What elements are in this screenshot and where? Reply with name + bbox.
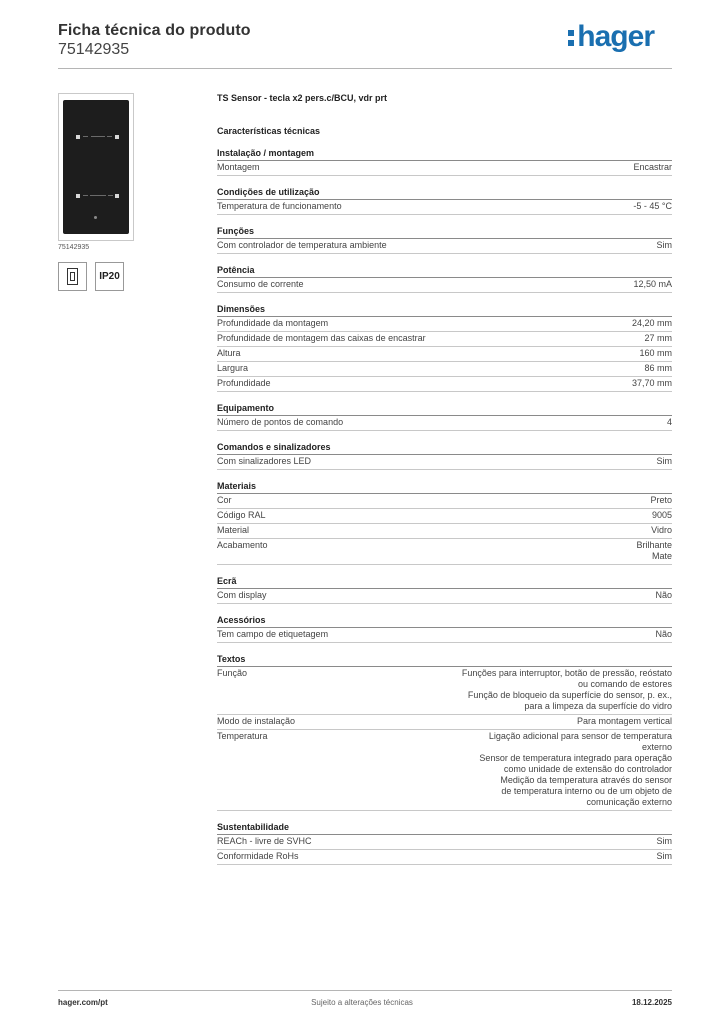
spec-value-line: Sim [656, 836, 672, 846]
spec-label: Número de pontos de comando [217, 417, 344, 427]
spec-value-line: 9005 [651, 510, 672, 520]
device-label-mark [91, 136, 105, 137]
logo-text: hager [577, 20, 654, 53]
spec-value-line: Ligação adicional para sensor de temperatura [488, 731, 672, 741]
spec-row [217, 524, 672, 539]
spec-value-line: Encastrar [633, 162, 672, 172]
spec-value-line: Sim [656, 240, 672, 250]
spec-value-line: Sim [656, 456, 672, 466]
spec-row [217, 161, 672, 176]
spec-value [577, 716, 672, 727]
device-picture [63, 100, 129, 234]
spec-row [217, 362, 672, 377]
spec-label: Profundidade de montagem das caixas de encastrar [217, 333, 426, 343]
spec-value [479, 731, 672, 808]
product-name: TS Sensor - tecla x2 pers.c/BCU, vdr prt [217, 93, 388, 103]
spec-row [217, 455, 672, 470]
spec-row [217, 494, 672, 509]
spec-value [657, 836, 673, 847]
led-indicator-icon [94, 216, 97, 219]
spec-section [217, 653, 672, 811]
spec-value [639, 348, 672, 359]
spec-value-line: Brilhante [636, 540, 672, 550]
spec-section [217, 303, 672, 392]
spec-value [651, 525, 672, 536]
spec-row [217, 332, 672, 347]
spec-section [217, 225, 672, 254]
spec-row [217, 377, 672, 392]
button-marker-icon [76, 194, 80, 198]
spec-label: Acabamento [217, 540, 268, 550]
section-title: Instalação / montagem [217, 147, 672, 161]
spec-value [632, 378, 672, 389]
spec-row [217, 835, 672, 850]
tech-spec-heading: Características técnicas [217, 126, 321, 136]
spec-value-line: externo [641, 742, 672, 752]
spec-value-line: de temperatura interno ou de um objeto de [501, 786, 672, 796]
spec-value-line: 24,20 mm [631, 318, 672, 328]
flush-mount-icon [58, 262, 87, 291]
spec-row [217, 416, 672, 431]
section-title: Materiais [217, 480, 672, 494]
spec-label: Material [217, 525, 250, 535]
spec-value-line: como unidade de extensão do controlador [503, 764, 672, 774]
device-label-mark [90, 195, 106, 196]
spec-label: Temperatura de funcionamento [217, 201, 342, 211]
spec-value [657, 851, 673, 862]
spec-row [217, 347, 672, 362]
spec-label: Temperatura [217, 731, 268, 741]
spec-value-line: Não [655, 629, 672, 639]
device-text-mark [83, 136, 88, 137]
spec-value-line: Vidro [651, 525, 672, 535]
spec-section [217, 441, 672, 470]
spec-value-line: Mate [651, 551, 672, 561]
button-marker-icon [76, 135, 80, 139]
spec-value-line: 27 mm [644, 333, 672, 343]
section-title: Acessórios [217, 614, 672, 628]
spec-value [632, 318, 672, 329]
spec-label: Modo de instalação [217, 716, 296, 726]
page-title: Ficha técnica do produto [58, 22, 251, 39]
spec-sections [217, 147, 672, 865]
spec-section [217, 614, 672, 643]
spec-value [644, 363, 672, 374]
spec-row [217, 239, 672, 254]
spec-row [217, 628, 672, 643]
spec-value [633, 279, 672, 290]
spec-value [644, 333, 672, 344]
section-title: Comandos e sinalizadores [217, 441, 672, 455]
spec-value [655, 629, 672, 640]
spec-value [636, 540, 672, 562]
spec-label: Com sinalizadores LED [217, 456, 312, 466]
spec-value [655, 590, 672, 601]
product-image [58, 93, 134, 241]
spec-value-line: Funções para interruptor, botão de pressão, reóstato [461, 668, 672, 678]
section-title: Condições de utilização [217, 186, 672, 200]
spec-value-line: Não [655, 590, 672, 600]
page-header [58, 20, 672, 70]
button-marker-icon [115, 135, 119, 139]
device-text-mark [108, 195, 113, 196]
spec-section [217, 575, 672, 604]
spec-section [217, 821, 672, 865]
spec-value [462, 668, 672, 712]
section-title: Textos [217, 653, 672, 667]
spec-label: Com display [217, 590, 267, 600]
spec-value-line: -5 - 45 °C [633, 201, 672, 211]
header-divider [58, 68, 672, 69]
spec-value [633, 201, 672, 212]
spec-value [667, 417, 672, 428]
section-title: Ecrã [217, 575, 672, 589]
spec-row [217, 730, 672, 811]
spec-value-line: ou comando de estores [577, 679, 672, 689]
spec-value-line: 12,50 mA [633, 279, 672, 289]
spec-label: Função [217, 668, 248, 678]
spec-row [217, 539, 672, 565]
spec-section [217, 186, 672, 215]
spec-value-line: Para montagem vertical [576, 716, 672, 726]
spec-label: Tem campo de etiquetagem [217, 629, 329, 639]
spec-value-line: 37,70 mm [631, 378, 672, 388]
spec-row [217, 850, 672, 865]
spec-value-line: para a limpeza da superfície do vidro [524, 701, 672, 711]
spec-label: Cor [217, 495, 232, 505]
spec-row [217, 317, 672, 332]
spec-row [217, 589, 672, 604]
spec-section [217, 402, 672, 431]
footer-notice: Sujeito a alterações técnicas [311, 998, 413, 1007]
spec-value-line: Medição da temperatura através do sensor [500, 775, 672, 785]
logo-dots-icon [568, 27, 574, 49]
hager-logo [568, 20, 654, 54]
device-text-mark [83, 195, 88, 196]
spec-value [657, 456, 673, 467]
spec-value-line: 160 mm [639, 348, 672, 358]
spec-section [217, 480, 672, 565]
footer-website: hager.com/pt [58, 998, 108, 1007]
spec-label: Profundidade da montagem [217, 318, 329, 328]
spec-value-line: comunicação externo [586, 797, 672, 807]
ip-rating-badge: IP20 [95, 262, 124, 291]
footer-divider [58, 990, 672, 991]
spec-value [650, 495, 672, 506]
device-text-mark [107, 136, 112, 137]
spec-label: REACh - livre de SVHC [217, 836, 312, 846]
section-title: Funções [217, 225, 672, 239]
spec-value-line: 86 mm [644, 363, 672, 373]
button-marker-icon [115, 194, 119, 198]
section-title: Equipamento [217, 402, 672, 416]
image-caption: 75142935 [58, 244, 90, 251]
spec-label: Código RAL [217, 510, 266, 520]
spec-label: Consumo de corrente [217, 279, 304, 289]
spec-label: Largura [217, 363, 249, 373]
spec-label: Altura [217, 348, 241, 358]
spec-label: Montagem [217, 162, 260, 172]
spec-value-line: Sim [656, 851, 672, 861]
spec-row [217, 715, 672, 730]
spec-row [217, 509, 672, 524]
footer-date: 18.12.2025 [631, 998, 672, 1007]
spec-value-line: 4 [666, 417, 672, 427]
spec-value [633, 162, 672, 173]
spec-row [217, 278, 672, 293]
spec-section [217, 147, 672, 176]
spec-label: Com controlador de temperatura ambiente [217, 240, 387, 250]
spec-content [217, 93, 672, 875]
spec-label: Conformidade RoHs [217, 851, 299, 861]
spec-value [652, 510, 672, 521]
section-title: Sustentabilidade [217, 821, 672, 835]
spec-value-line: Sensor de temperatura integrado para operação [479, 753, 672, 763]
product-code: 75142935 [58, 41, 130, 58]
spec-row [217, 667, 672, 715]
spec-value [657, 240, 673, 251]
spec-row [217, 200, 672, 215]
spec-section [217, 264, 672, 293]
spec-value-line: Preto [650, 495, 672, 505]
section-title: Potência [217, 264, 672, 278]
spec-value-line: Função de bloqueio da superfície do sensor, p. ex., [467, 690, 672, 700]
spec-label: Profundidade [217, 378, 271, 388]
section-title: Dimensões [217, 303, 672, 317]
